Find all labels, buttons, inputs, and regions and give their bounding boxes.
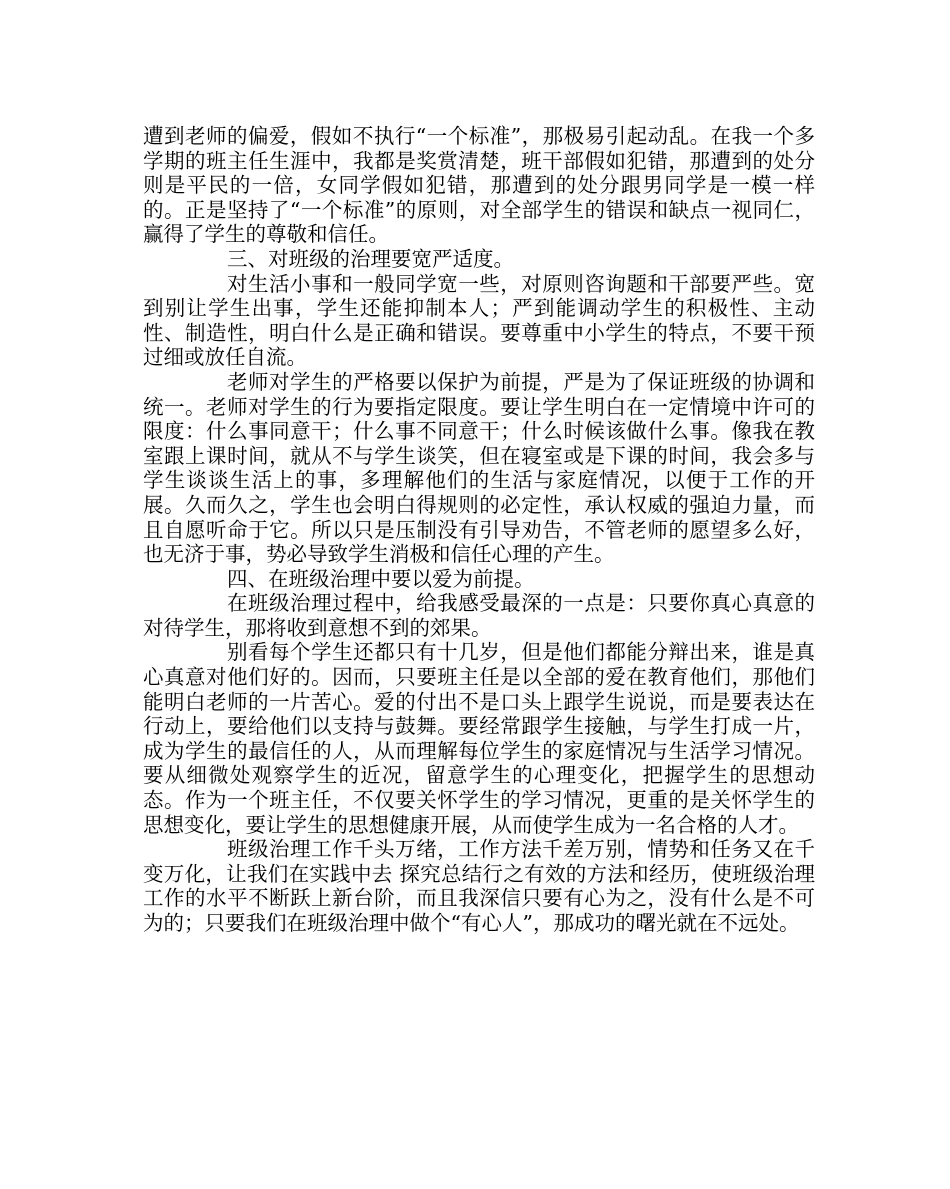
paragraph: 别看每个学生还都只有十几岁，但是他们都能分辩出来，谁是真心真意对他们好的。因而，只要班主任是以全部的爱在教育他们，那他们能明白老师的一片苦心。爱的付出不是口头上跟学生说说，而是要表达在行动上，要给他们以支持与鼓舞。要经常跟学生接触，与学生打成一片，成为学生的最信任的人，从而理解每位学生的家庭情况与生活学习情况。要从细微处观察学生的近况，留意学生的心理变化，把握学生的思想动态。作为一个班主任，不仅要关怀学生的学习情况，更重的是关怀学生的思想变化，要让学生的思想健康开展，从而使学生成为一名合格的人才。 [143,640,815,837]
paragraph: 在班级治理过程中，给我感受最深的一点是：只要你真心真意的对待学生，那将收到意想不到的郊果。 [143,591,815,640]
paragraph-continuation: 遭到老师的偏爱，假如不执行“一个标准”，那极易引起动乱。在我一个多学期的班主任生涯中，我都是奖赏清楚，班干部假如犯错，那遭到的处分则是平民的一倍，女同学假如犯错，那遭到的处分跟男同学是一模一样的。正是坚持了“一个标准”的原则，对全部学生的错误和缺点一视同仁，赢得了学生的尊敬和信任。 [143,124,815,247]
section-heading-4: 四、在班级治理中要以爱为前提。 [227,566,535,591]
section-heading-3: 三、对班级的治理要宽严适度。 [227,246,514,271]
document-body [143,124,815,936]
paragraph-conclusion: 班级治理工作千头万绪，工作方法千差万别，情势和任务又在千变万化，让我们在实践中去 探究总结行之有效的方法和经历，使班级治理工作的水平不断跃上新台阶，而且我深信只要有心为之，没有什么是不可为的；只要我们在班级治理中做个“有心人”，那成功的曙光就在不远处。 [143,837,815,935]
paragraph: 老师对学生的严格要以保护为前提，严是为了保证班级的协调和统一。老师对学生的行为要指定限度。要让学生明白在一定情境中许可的限度：什么事同意干；什么事不同意干；什么时候该做什么事。像我在教室跟上课时间，就从不与学生谈笑，但在寝室或是下课的时间，我会多与学生谈谈生活上的事，多理解他们的生活与家庭情况，以便于工作的开展。久而久之，学生也会明白得规则的必定性，承认权威的强迫力量，而且自愿听命于它。所以只是压制没有引导劝告，不管老师的愿望多么好，也无济于事，势必导致学生消极和信任心理的产生。 [143,369,815,567]
paragraph: 对生活小事和一般同学宽一些，对原则咨询题和干部要严些。宽到别让学生出事，学生还能抑制本人；严到能调动学生的积极性、主动性、制造性，明白什么是正确和错误。要尊重中小学生的特点，不要干预过细或放任自流。 [143,271,815,370]
